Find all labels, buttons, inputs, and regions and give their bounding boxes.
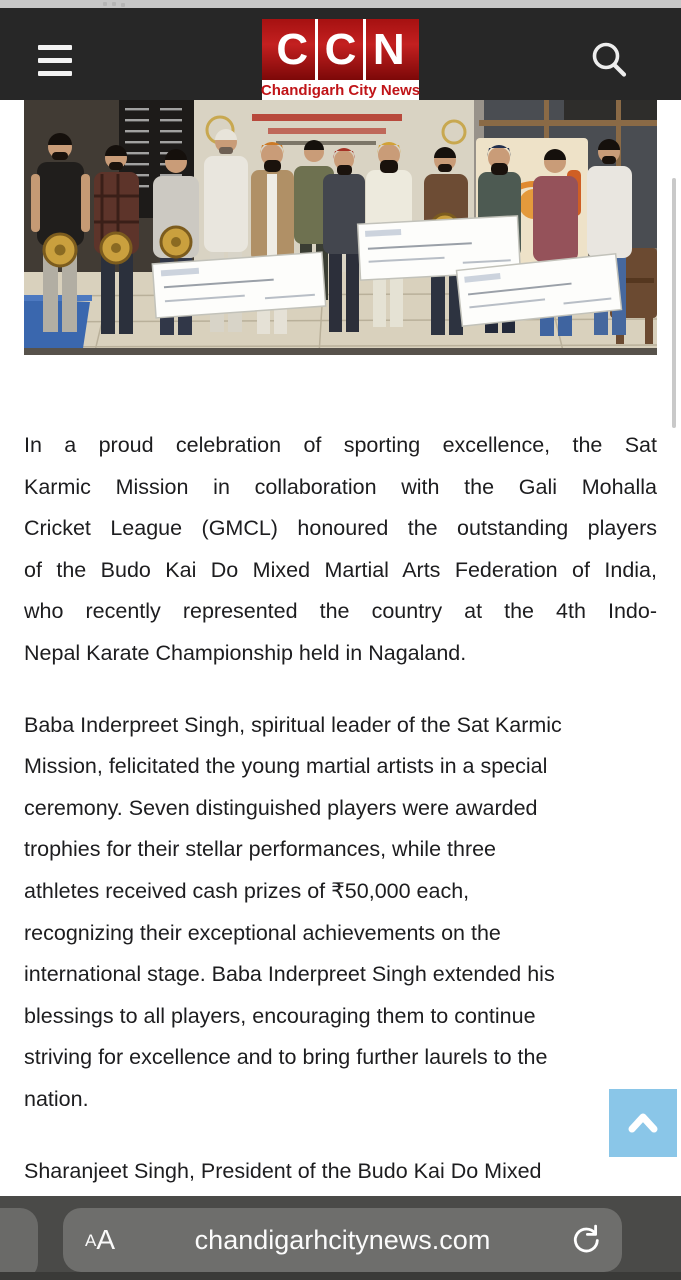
- browser-toolbar: [0, 1196, 681, 1280]
- site-header: [0, 8, 681, 100]
- previous-tab-stub[interactable]: [0, 1208, 38, 1280]
- home-indicator-strip: [0, 1272, 681, 1280]
- article-text-line: Sharanjeet Singh, President of the Budo Kai Do Mixed: [24, 1158, 542, 1183]
- article-text-line: trophies for their stellar performances, while three: [24, 837, 497, 862]
- article-photo: [24, 100, 657, 355]
- url-bar[interactable]: [63, 1208, 622, 1272]
- cutoff-content-marks: [103, 2, 107, 6]
- article-text-line: Cricket League (GMCL) honoured the outstanding players: [24, 516, 657, 541]
- article-text-line: In a proud celebration of sporting excellence, the Sat: [24, 433, 657, 457]
- photo-illustration: [24, 100, 657, 355]
- hamburger-menu-icon[interactable]: [38, 45, 72, 76]
- article-text-line: Karmic Mission in collaboration with the Gali Mohalla: [24, 474, 657, 499]
- article-text-line: nation.: [24, 1086, 89, 1111]
- scroll-to-top-button[interactable]: [609, 1089, 677, 1157]
- reader-small-a: A: [85, 1230, 97, 1250]
- logo-tagline: Chandigarh City News: [260, 81, 421, 99]
- article-text-line: international stage. Baba Inderpreet Singh extended his: [24, 962, 555, 987]
- logo-letter: N: [372, 25, 405, 74]
- search-icon[interactable]: [589, 40, 631, 82]
- article-text-line: striving for excellence and to bring further laurels to the: [24, 1045, 548, 1070]
- logo-letter: C: [324, 25, 357, 74]
- article-text-line: ceremony. Seven distinguished players were awarded: [24, 795, 538, 820]
- scrollbar-thumb[interactable]: [672, 178, 676, 428]
- reader-text-size-button[interactable]: [85, 1208, 115, 1272]
- logo-letter: C: [276, 25, 309, 74]
- logo-tagline-strip: [262, 80, 419, 100]
- article-text-line: recognizing their exceptional achievements on the: [24, 920, 501, 945]
- chevron-up-icon: [623, 1108, 663, 1138]
- article-text-line: who recently represented the country at the 4th Indo-: [24, 599, 657, 624]
- article-text-line: Mission, felicitated the young martial artists in a special: [24, 754, 548, 779]
- site-logo[interactable]: [262, 19, 419, 100]
- reload-icon[interactable]: [568, 1222, 604, 1258]
- article-paragraph: [24, 705, 657, 1121]
- page-top-strip: [0, 0, 681, 8]
- article-text-line: of the Budo Kai Do Mixed Martial Arts Federation of India,: [24, 557, 657, 582]
- article-text-line: Baba Inderpreet Singh, spiritual leader of the Sat Karmic: [24, 712, 562, 737]
- url-text: chandigarhcitynews.com: [194, 1224, 491, 1255]
- reader-large-a: A: [96, 1224, 116, 1255]
- article-text-line: blessings to all players, encouraging them to continue: [24, 1003, 536, 1028]
- logo-red-box: [262, 19, 419, 80]
- article-text-line: Nepal Karate Championship held in Nagaland.: [24, 640, 467, 665]
- article-paragraph: [24, 1151, 657, 1193]
- article-text-line: athletes received cash prizes of ₹50,000 each,: [24, 878, 470, 903]
- article-body: [24, 425, 657, 1222]
- article-paragraph: [24, 425, 657, 675]
